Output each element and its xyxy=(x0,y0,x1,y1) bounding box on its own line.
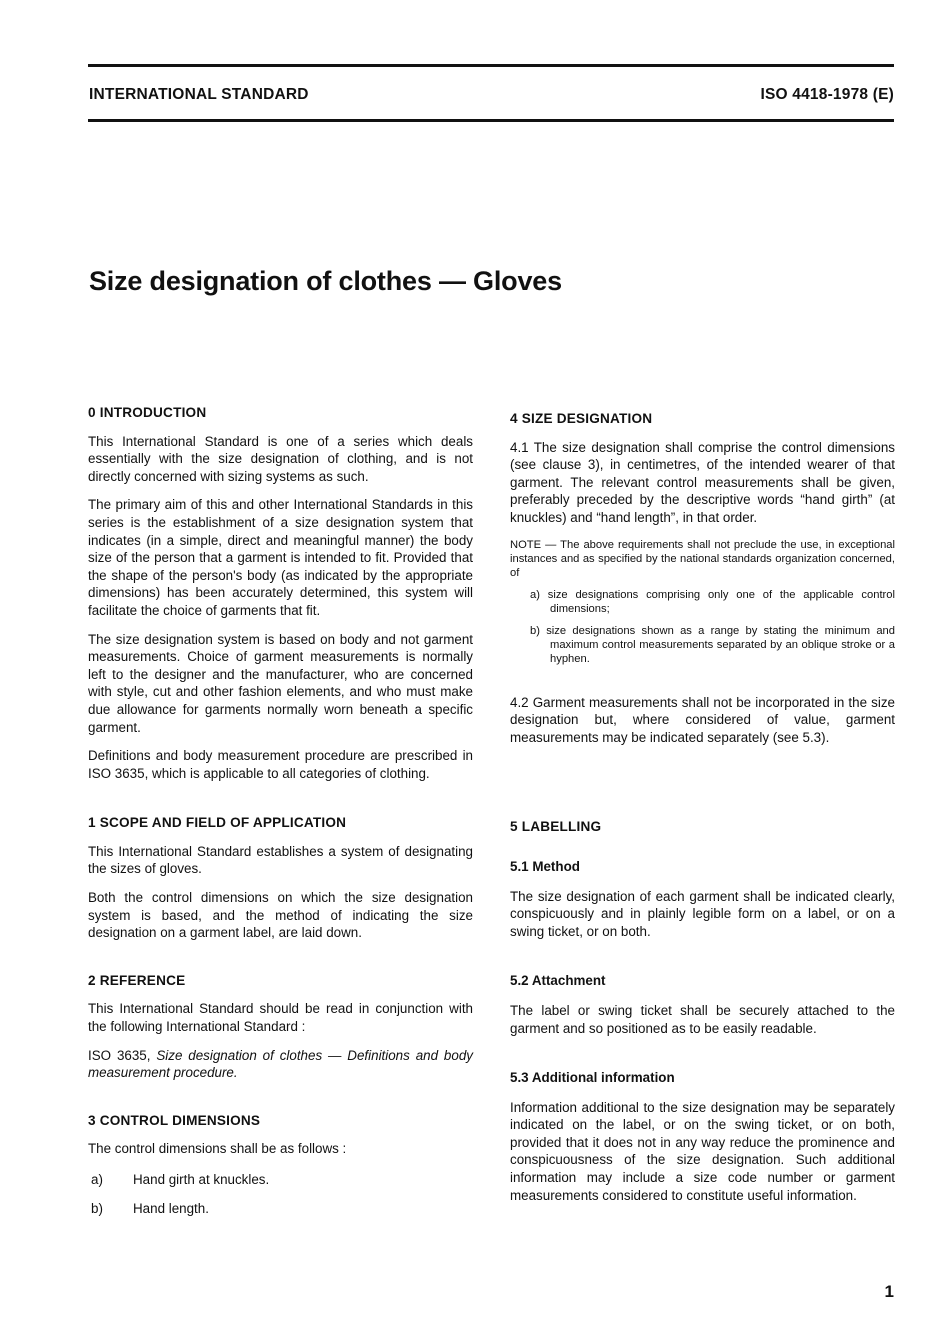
list-item-text: Hand length. xyxy=(133,1200,209,1216)
top-rule xyxy=(88,64,894,67)
scope-paragraph-1: This International Standard establishes a system of designating the sizes of gloves. xyxy=(88,843,473,877)
list-item xyxy=(88,1200,473,1218)
list-item-text: Hand girth at knuckles. xyxy=(133,1172,270,1187)
section-0-heading: 0 INTRODUCTION xyxy=(88,405,207,420)
intro-paragraph-3: The size designation system is based on body and not garment measurements. Choice of garment measurements is normally left to the designer and the manufacturer, who are concerned with style, cut and other fashion elements, and who must make due allowance for garments normally worn beneath a specific garment. xyxy=(88,631,473,735)
section-3-heading: 3 CONTROL DIMENSIONS xyxy=(88,1112,261,1128)
section-5-heading: 5 LABELLING xyxy=(510,819,602,835)
header-left: INTERNATIONAL STANDARD xyxy=(89,86,309,103)
header-right: ISO 4418-1978 (E) xyxy=(760,86,894,103)
reference-paragraph: This International Standard should be read in conjunction with the following International Standard : xyxy=(88,1001,473,1035)
page-number: 1 xyxy=(884,1282,894,1301)
right-column xyxy=(510,410,895,1204)
subsection-5-1-heading: 5.1 Method xyxy=(510,858,580,874)
list-item-label: b) xyxy=(91,1200,103,1216)
subsection-5-1-text: The size designation of each garment shall be indicated clearly, conspicuously and in plainly legible form on a label, or on a swing ticket, or on both. xyxy=(510,888,895,939)
section-1-heading: 1 SCOPE AND FIELD OF APPLICATION xyxy=(88,815,347,831)
subsection-5-3-heading: 5.3 Additional information xyxy=(510,1070,675,1086)
scope-paragraph-2: Both the control dimensions on which the size designation system is based, and the method of indicating the size designation on a garment label, are laid down. xyxy=(88,890,473,941)
header-rule xyxy=(88,119,894,122)
intro-paragraph-2: The primary aim of this and other International Standards in this series is the establishment of a size designation system that indicates (in a simple, direct and meaningful manner) the body size of the person that a garment is intended to fit. Provided that the shape of the person's body (as indicated by the appropriate dimensions) has been accurately determined, this system will facilitate the choice of garments that fit. xyxy=(88,497,473,618)
list-item xyxy=(88,1171,473,1189)
subsection-5-2-heading: 5.2 Attachment xyxy=(510,973,606,989)
section-2-heading: 2 REFERENCE xyxy=(88,972,186,988)
left-column xyxy=(88,404,473,1217)
subsection-5-2-text: The label or swing ticket shall be securely attached to the garment and so positioned as to be easily readable. xyxy=(510,1002,895,1036)
note: NOTE — The above requirements shall not preclude the use, in exceptional instances and as specified by the national standards organization concerned, of xyxy=(510,538,895,579)
reference-code: ISO 3635, xyxy=(88,1047,151,1063)
control-dimensions-intro: The control dimensions shall be as follows : xyxy=(88,1141,347,1157)
document-title: Size designation of clothes — Gloves xyxy=(89,266,562,296)
section-4-heading: 4 SIZE DESIGNATION xyxy=(510,411,653,426)
note-item-a: a) size designations comprising only one of the applicable control dimensions; xyxy=(530,588,895,615)
reference-title: Size designation of clothes — Definitions and body measurement procedure. xyxy=(88,1047,473,1081)
reference-citation xyxy=(88,1047,473,1082)
subsection-5-3-text: Information additional to the size designation may be separately indicated on the label, or on the swing ticket, or on both, provided that it does not in any way reduce the prominence and conspicuousness of the size designation. Such additional information may include a size code number or garment measurements considered to constitute useful information. xyxy=(510,1099,895,1203)
clause-4-2: 4.2 Garment measurements shall not be incorporated in the size designation but, where considered of value, garment measurements may be indicated separately (see 5.3). xyxy=(510,694,895,745)
list-item-label: a) xyxy=(91,1172,103,1187)
intro-paragraph-1: This International Standard is one of a series which deals essentially with the size designation of clothing, and is not directly concerned with sizing systems as such. xyxy=(88,433,473,484)
intro-paragraph-4: Definitions and body measurement procedure are prescribed in ISO 3635, which is applicable to all categories of clothing. xyxy=(88,748,473,781)
clause-4-1: 4.1 The size designation shall comprise the control dimensions (see clause 3), in centimetres, of the intended wearer of that garment. The relevant control measurements shall be given, preferably preceded by the descriptive words “hand girth” (at knuckles) and “hand length”, in that order. xyxy=(510,439,895,525)
note-item-b: b) size designations shown as a range by stating the minimum and maximum control measurements separated by an oblique stroke or a hyphen. xyxy=(530,624,895,665)
